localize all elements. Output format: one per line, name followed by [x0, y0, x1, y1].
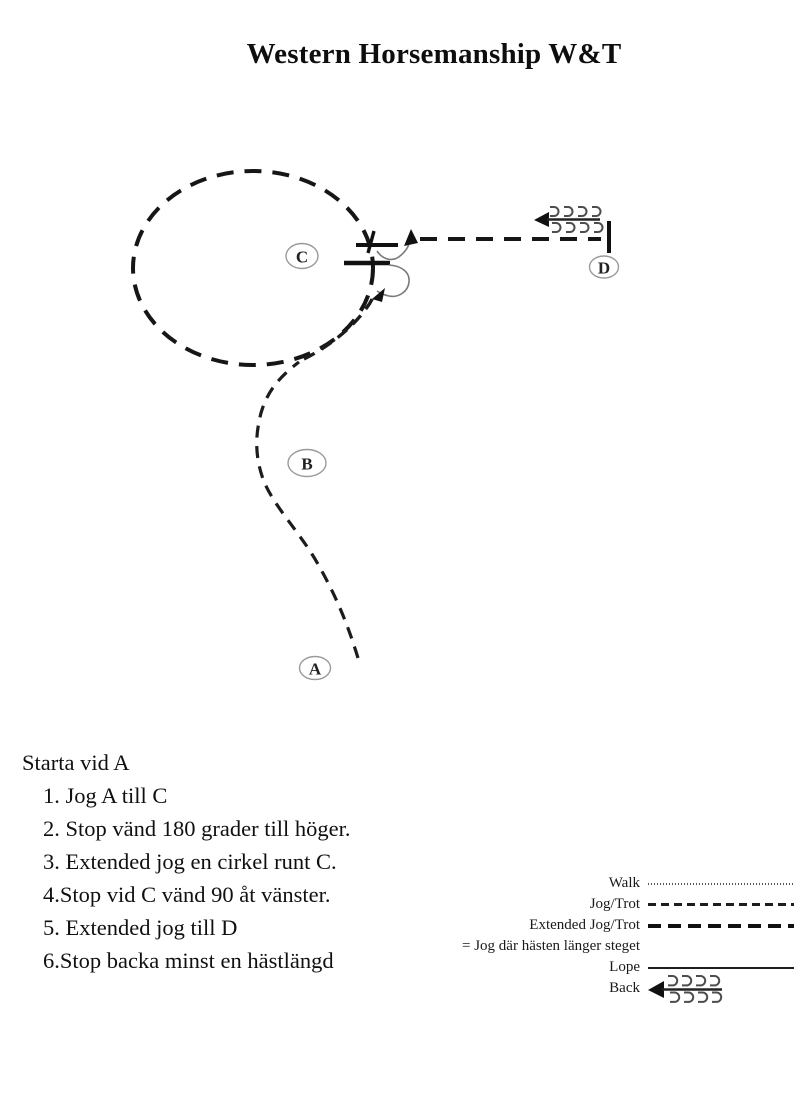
jog-path-a-to-c [257, 362, 358, 658]
marker-b-label: B [301, 454, 313, 474]
page-title: Western Horsemanship W&T [246, 38, 622, 70]
turn-180-arrowhead-icon [372, 288, 385, 302]
instruction-step-4: 4.Stop vid C vänd 90 åt vänster. [43, 882, 331, 907]
back-icon [534, 207, 603, 232]
jog-line-sample [648, 903, 796, 906]
instruction-step-2: 2. Stop vänd 180 grader till höger. [43, 816, 351, 841]
gait-legend [440, 873, 796, 999]
instruction-block [22, 746, 350, 977]
legend-row-jog [440, 894, 796, 915]
legend-label-jog: Jog/Trot [589, 896, 640, 912]
legend-label-lope: Lope [609, 959, 640, 975]
marker-a [300, 657, 331, 680]
marker-c-label: C [295, 247, 309, 267]
marker-d [590, 256, 619, 278]
walk-line-sample [648, 883, 796, 885]
instruction-step-1: 1. Jog A till C [43, 783, 168, 808]
legend-row-back [440, 978, 796, 999]
legend-extended-note: = Jog där hästen länger steget [462, 938, 640, 954]
instruction-step-5: 5. Extended jog till D [43, 915, 238, 940]
legend-row-walk [440, 873, 796, 894]
back-icon [648, 974, 796, 1004]
marker-a-label: A [308, 659, 322, 679]
marker-c [286, 244, 318, 269]
lope-line-sample [648, 967, 796, 969]
legend-row-extended-note [440, 936, 796, 957]
extended-line-sample [648, 924, 796, 928]
legend-label-back: Back [609, 980, 640, 996]
legend-row-extended [440, 915, 796, 936]
instruction-step-3: 3. Extended jog en cirkel runt C. [43, 849, 337, 874]
instructions-heading: Starta vid A [22, 750, 130, 775]
marker-b [288, 450, 326, 477]
turn-90-arrowhead-icon [404, 229, 418, 246]
marker-d-label: D [597, 258, 611, 278]
legend-label-extended: Extended Jog/Trot [529, 917, 640, 933]
instruction-step-6: 6.Stop backa minst en hästlängd [43, 948, 334, 973]
extended-jog-circle-path [133, 171, 373, 365]
legend-label-walk: Walk [608, 875, 640, 891]
